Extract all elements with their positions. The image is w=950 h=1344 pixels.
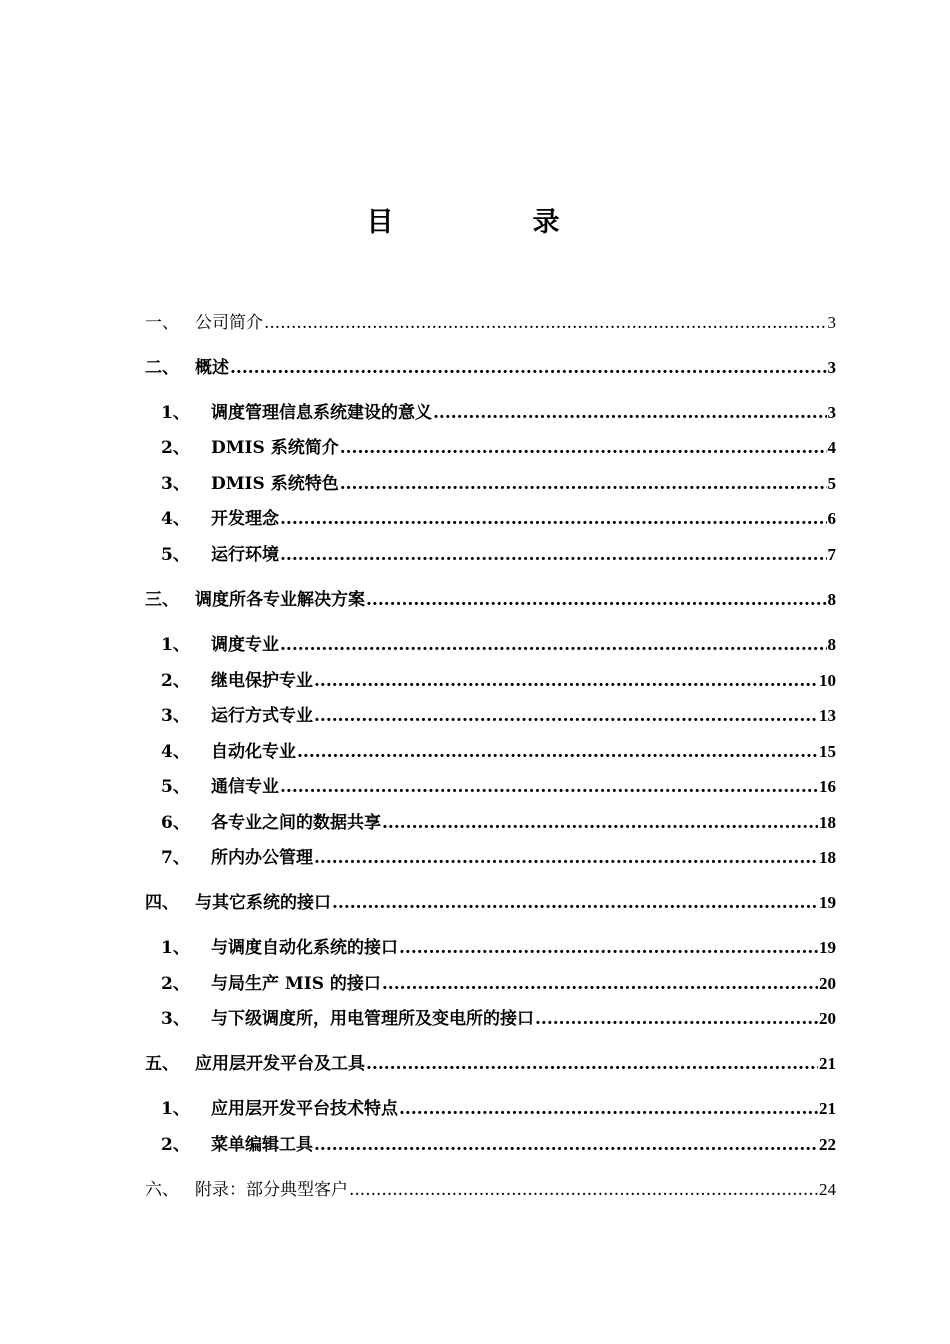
toc-entry-title: 各专业之间的数据共享 <box>211 813 381 833</box>
toc-entry-page: 6 <box>827 509 836 528</box>
toc-entry-title: 与局生产 MIS 的接口 <box>211 974 381 994</box>
toc-entry-number: 四、 <box>145 893 179 913</box>
toc-entry-title: 继电保护专业 <box>211 671 313 691</box>
toc-entry-number: 5、 <box>161 777 190 797</box>
toc-entry-number: 五、 <box>145 1054 179 1074</box>
toc-entry[interactable] <box>145 628 836 656</box>
toc-entry-title: 与调度自动化系统的接口 <box>211 938 398 958</box>
toc-entry-page: 18 <box>819 848 836 867</box>
toc-entry-number: 3、 <box>161 706 190 726</box>
toc-entry-number: 2、 <box>161 438 190 458</box>
document-title: 目 录 <box>366 207 616 238</box>
toc-dot-leader <box>280 508 827 530</box>
toc-entry-number: 3、 <box>161 474 190 494</box>
toc-entry[interactable] <box>145 1092 836 1120</box>
toc-dot-leader <box>535 1008 818 1030</box>
toc-entry-page: 10 <box>819 671 836 690</box>
toc-entry-title: DMIS 系统简介 <box>211 438 339 458</box>
toc-entry-number: 1、 <box>161 1099 190 1119</box>
toc-dot-leader <box>340 437 827 459</box>
toc-entry[interactable] <box>145 735 836 763</box>
toc-entry[interactable] <box>145 1128 836 1156</box>
toc-dot-leader <box>314 705 818 727</box>
toc-entry[interactable] <box>145 886 836 914</box>
toc-dot-leader <box>399 1098 818 1120</box>
toc-entry[interactable] <box>145 538 836 566</box>
toc-entry[interactable] <box>145 841 836 869</box>
toc-entry-title: 运行环境 <box>211 545 279 565</box>
toc-entry-page: 3 <box>827 403 836 422</box>
toc-entry[interactable] <box>145 467 836 495</box>
toc-entry-number: 5、 <box>161 545 190 565</box>
toc-entry[interactable] <box>145 1047 836 1075</box>
toc-dot-leader <box>314 670 818 692</box>
toc-entry-number: 二、 <box>145 358 179 378</box>
toc-entry[interactable] <box>145 967 836 995</box>
toc-entry-number: 4、 <box>161 509 190 529</box>
toc-entry-title: DMIS 系统特色 <box>211 474 339 494</box>
toc-entry[interactable] <box>145 1002 836 1030</box>
toc-entry-page: 7 <box>827 545 836 564</box>
toc-entry-page: 3 <box>827 358 836 377</box>
toc-entry-title: 开发理念 <box>211 509 279 529</box>
toc-entry[interactable] <box>145 699 836 727</box>
toc-entry-page: 13 <box>819 706 836 725</box>
toc-dot-leader <box>280 776 818 798</box>
toc-entry-page: 19 <box>819 893 836 912</box>
toc-entry-title: 与其它系统的接口 <box>195 893 331 913</box>
toc-entry-page: 22 <box>819 1135 836 1154</box>
toc-entry-page: 18 <box>819 813 836 832</box>
toc-entry-title: 公司简介 <box>195 313 263 333</box>
toc-entry-page: 21 <box>819 1054 836 1073</box>
toc-entry-page: 16 <box>819 777 836 796</box>
toc-entry-number: 一、 <box>145 313 179 333</box>
toc-entry-title: 调度管理信息系统建设的意义 <box>211 403 432 423</box>
toc-entry-page: 21 <box>819 1099 836 1118</box>
toc-entry-number: 1、 <box>161 938 190 958</box>
toc-entry-number: 6、 <box>161 813 190 833</box>
toc-entry-title: 调度专业 <box>211 635 279 655</box>
toc-dot-leader <box>366 589 827 611</box>
toc-dot-leader <box>433 402 827 424</box>
toc-entry[interactable] <box>145 502 836 530</box>
toc-entry-page: 4 <box>827 438 836 457</box>
toc-entry[interactable] <box>145 396 836 424</box>
toc-entry-number: 7、 <box>161 848 190 868</box>
toc-entry[interactable] <box>145 770 836 798</box>
toc-entry-page: 20 <box>819 1009 836 1028</box>
toc-dot-leader <box>230 357 827 379</box>
toc-entry-page: 8 <box>827 590 836 609</box>
toc-dot-leader <box>297 741 818 763</box>
toc-entry-title: 应用层开发平台及工具 <box>195 1054 365 1074</box>
toc-dot-leader <box>366 1053 818 1075</box>
toc-entry-number: 2、 <box>161 974 190 994</box>
toc-entry[interactable] <box>145 431 836 459</box>
toc-entry-title: 所内办公管理 <box>211 848 313 868</box>
toc-dot-leader <box>264 312 827 334</box>
toc-entry-title: 通信专业 <box>211 777 279 797</box>
toc-entry[interactable] <box>145 664 836 692</box>
toc-entry-title: 菜单编辑工具 <box>211 1135 313 1155</box>
toc-entry-title: 附录：部分典型客户 <box>195 1180 348 1200</box>
toc-dot-leader <box>314 847 818 869</box>
toc-entry-title: 自动化专业 <box>211 742 296 762</box>
toc-entry-number: 1、 <box>161 403 190 423</box>
toc-entry-title: 应用层开发平台技术特点 <box>211 1099 398 1119</box>
toc-entry-page: 24 <box>819 1180 836 1199</box>
toc-entry-number: 六、 <box>145 1180 179 1200</box>
toc-entry-number: 2、 <box>161 671 190 691</box>
toc-entry-page: 3 <box>827 313 836 332</box>
toc-entry[interactable] <box>145 351 836 379</box>
toc-entry-number: 1、 <box>161 635 190 655</box>
toc-entry-title: 运行方式专业 <box>211 706 313 726</box>
toc-entry-page: 5 <box>827 474 836 493</box>
toc-entry-number: 4、 <box>161 742 190 762</box>
toc-entry-title: 与下级调度所，用电管理所及变电所的接口 <box>211 1009 534 1029</box>
toc-entry-number: 三、 <box>145 590 179 610</box>
toc-dot-leader <box>280 544 827 566</box>
toc-entry-title: 概述 <box>195 358 229 378</box>
toc-entry[interactable] <box>145 306 836 334</box>
toc-entry-title: 调度所各专业解决方案 <box>195 590 365 610</box>
toc-dot-leader <box>382 812 818 834</box>
toc-entry[interactable] <box>145 583 836 611</box>
toc-dot-leader <box>340 473 827 495</box>
toc-entry-page: 20 <box>819 974 836 993</box>
toc-entry-number: 3、 <box>161 1009 190 1029</box>
toc-dot-leader <box>332 892 818 914</box>
toc-dot-leader <box>314 1134 818 1156</box>
toc-entry[interactable] <box>145 806 836 834</box>
toc-dot-leader <box>382 973 818 995</box>
toc-entry-page: 8 <box>827 635 836 654</box>
toc-entry-page: 19 <box>819 938 836 957</box>
toc-entry-page: 15 <box>819 742 836 761</box>
toc-dot-leader <box>399 937 818 959</box>
toc-dot-leader <box>280 634 827 656</box>
toc-dot-leader <box>349 1179 818 1201</box>
toc-entry-number: 2、 <box>161 1135 190 1155</box>
toc-entry[interactable] <box>145 1173 836 1201</box>
toc-entry[interactable] <box>145 931 836 959</box>
